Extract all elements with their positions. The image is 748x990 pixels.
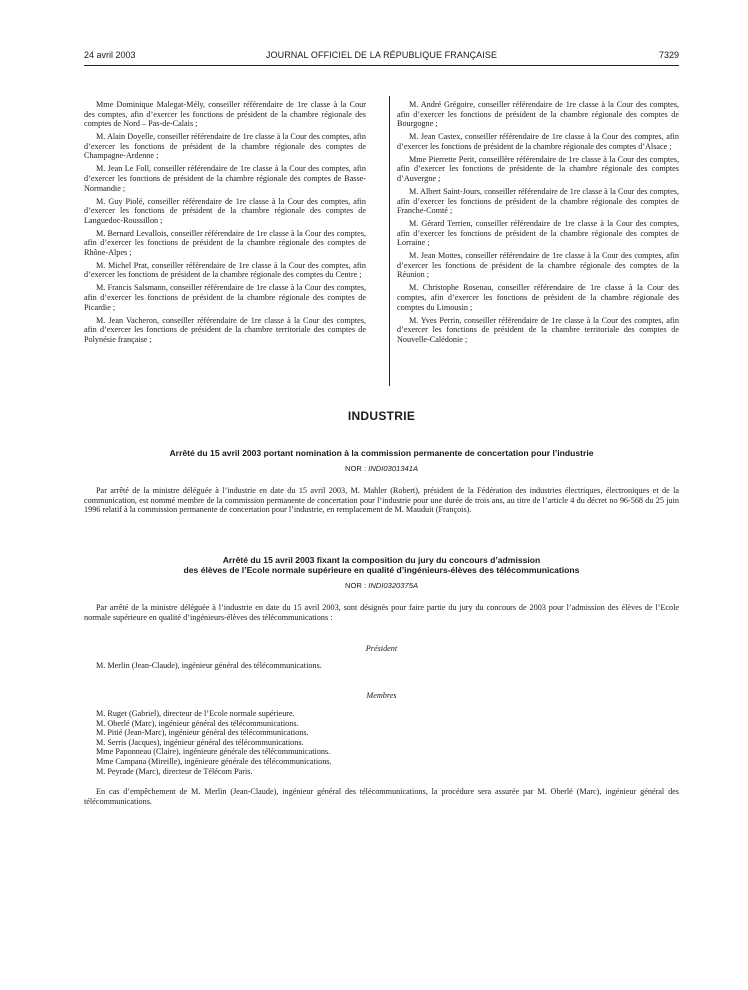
list-item: M. Oberlé (Marc), ingénieur général des télécommunications. [96,718,299,728]
appointment-paragraph: Mme Dominique Malegat-Mély, conseiller référendaire de 1re classe à la Cour des comptes, afin d’exercer les fonctions de président de la chambre régionale des comptes de Nord – Pas-de-Calais ; [84,100,366,129]
column-divider [389,96,390,386]
president-heading: Président [365,644,398,653]
appointment-paragraph: M. Jean Castex, conseiller référendaire de 1re classe à la Cour des comptes, afin d’exercer les fonctions de président de la chambre régionale des comptes d’Alsace ; [397,132,679,151]
arrete-paragraph: En cas d’empêchement de M. Merlin (Jean-Claude), ingénieur général des télécommunications, la procédure sera assurée par M. Oberlé (Marc), ingénieur général des télécommunications. [84,787,679,806]
arrete-title [84,555,679,575]
nor-reference [84,464,679,473]
header-page-number: 7329 [658,50,679,60]
right-column [397,100,679,348]
header-rule [84,65,679,66]
section-heading: INDUSTRIE [347,409,416,423]
list-item: M. Serris (Jacques), ingénieur général des télécommunications. [96,737,304,747]
appointment-paragraph: M. Christophe Rosenau, conseiller référendaire de 1re classe à la Cour des comptes, afin d’exercer les fonctions de président de la chambre régionale des comptes du Limousin ; [397,283,679,312]
list-item: M. Ruget (Gabriel), directeur de l’Ecole normale supérieure. [96,709,295,718]
appointment-paragraph: M. Jean Mottes, conseiller référendaire de 1re classe à la Cour des comptes, afin d’exercer les fonctions de président de la chambre régionale des comptes de la Réunion ; [397,251,679,280]
nor-code: INDI0320375A [368,581,419,590]
nor-code: INDI0301341A [368,464,419,473]
appointment-paragraph: Mme Pierrette Perit, conseillère référendaire de 1re classe à la Cour des comptes, afin d’exercer les fonctions de présidente de la chambre régionale des comptes d’Auvergne ; [397,154,679,183]
appointment-paragraph: M. Albert Saint-Jours, conseiller référendaire de 1re classe à la Cour des comptes, afin d’exercer les fonctions de président de la chambre régionale des comptes de Franche-Comté ; [397,186,679,216]
nor-reference [84,581,679,590]
nor-label: NOR : [344,464,367,473]
appointment-paragraph: M. Francis Salsmann, conseiller référendaire de 1re classe à la Cour des comptes, afin d’exercer les fonctions de président de la chambre régionale des comptes de Picardie ; [84,283,366,312]
arrete-title-line: des élèves de l’Ecole normale supérieure en qualité d’ingénieurs-élèves des télécommunications [183,565,580,575]
arrete-paragraph: Par arrêté de la ministre déléguée à l’industrie en date du 15 avril 2003, M. Mahler (Robert), président de la Fédération des industries électriques, électroniques et de la communication, est nommé membre de la commission permanente de concertation pour l’industrie pour une durée de trois ans, au titre de l’article 4 du décret no 96-568 du 25 juin 1996 relatif à la commission permanente de concertation pour l’industrie, en remplacement de M. Mauduit (François). [84,486,679,515]
members-heading: Membres [366,691,397,700]
list-item: Mme Paponneau (Claire), ingénieure générale des télécommunications. [96,747,331,757]
members-list [84,709,679,776]
arrete-body [84,486,679,515]
appointment-paragraph: M. Bernard Levallois, conseiller référendaire de 1re classe à la Cour des comptes, afin d’exercer les fonctions de président de la chambre régionale des comptes de Rhône-Alpes ; [84,228,366,257]
president-entry [84,661,679,671]
appointment-paragraph: M. Jean Le Foll, conseiller référendaire de 1re classe à la Cour des comptes, afin d’exercer les fonctions de président de la chambre régionale des comptes de Basse-Normandie ; [84,164,366,193]
arrete-body [84,603,679,622]
page-header [84,50,679,64]
arrete-title-line: Arrêté du 15 avril 2003 fixant la composition du jury du concours d’admission [222,555,541,565]
arrete-title: Arrêté du 15 avril 2003 portant nomination à la commission permanente de concertation pour l’industrie [169,448,594,458]
appointment-paragraph: M. Yves Perrin, conseiller référendaire de 1re classe à la Cour des comptes, afin d’exercer les fonctions de président de la chambre territoriale des comptes de Nouvelle-Calédonie ; [397,315,679,344]
header-journal-title: JOURNAL OFFICIEL DE LA RÉPUBLIQUE FRANÇAISE [265,50,498,60]
list-item: Mme Campana (Mireille), ingénieure générale des télécommunications. [96,756,332,766]
appointment-paragraph: M. Gérard Terrien, conseiller référendaire de 1re classe à la Cour des comptes, afin d’exercer les fonctions de président de la chambre régionale des comptes de Lorraine ; [397,219,679,248]
nor-label: NOR : [344,581,367,590]
arrete-paragraph: Par arrêté de la ministre déléguée à l’industrie en date du 15 avril 2003, sont désignés pour faire partie du jury du concours de 2003 pour l’admission des élèves de l’Ecole normale supérieure en qualité d’ingénieurs-élèves des télécommunications : [84,603,679,622]
list-item: M. Peyrade (Marc), directeur de Télécom Paris. [96,766,253,776]
list-item: M. Merlin (Jean-Claude), ingénieur général des télécommunications. [96,661,322,670]
header-date: 24 avril 2003 [84,50,136,60]
appointment-paragraph: M. Guy Piolé, conseiller référendaire de 1re classe à la Cour des comptes, afin d’exercer les fonctions de président de la chambre régionale des comptes de Languedoc-Roussillon ; [84,196,366,225]
list-item: M. Pitié (Jean-Marc), ingénieur général des télécommunications. [96,728,309,738]
appointment-paragraph: M. Jean Vacheron, conseiller référendaire de 1re classe à la Cour des comptes, afin d’exercer les fonctions de président de la chambre territoriale des comptes de Polynésie française ; [84,315,366,344]
appointment-paragraph: M. Michel Prat, conseiller référendaire de 1re classe à la Cour des comptes, afin d’exercer les fonctions de président de la chambre régionale des comptes du Centre ; [84,260,366,280]
appointment-paragraph: M. Alain Doyelle, conseiller référendaire de 1re classe à la Cour des comptes, afin d’exercer les fonctions de président de la chambre régionale des comptes de Champagne-Ardenne ; [84,132,366,161]
left-column [84,100,366,348]
closing-paragraph [84,787,679,806]
appointment-paragraph: M. André Grégoire, conseiller référendaire de 1re classe à la Cour des comptes, afin d’exercer les fonctions de président de la chambre régionale des comptes de Bourgogne ; [397,100,679,129]
